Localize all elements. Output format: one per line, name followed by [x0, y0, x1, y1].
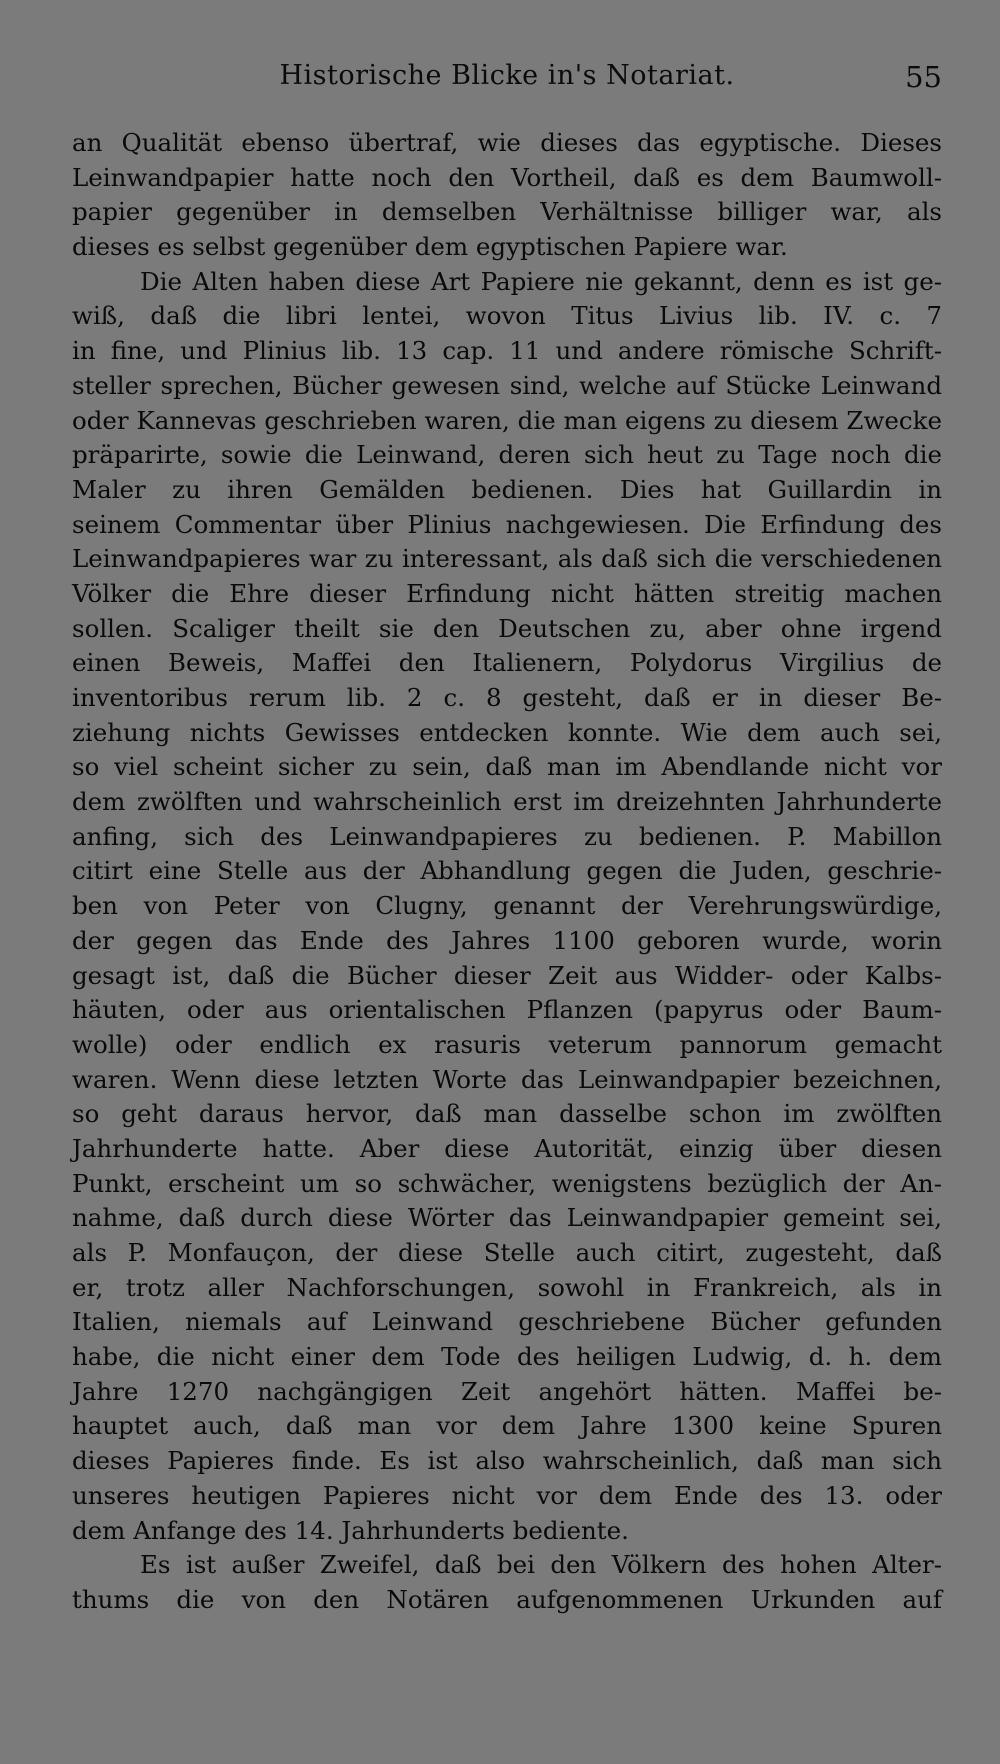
text-line: in fine, und Plinius lib. 13 cap. 11 und andere römische Schrift-	[72, 336, 942, 366]
text-line: nahme, daß durch diese Wörter das Leinwandpapier gemeint sei,	[72, 1203, 942, 1233]
text-line: Maler zu ihren Gemälden bedienen. Dies hat Guillardin in	[72, 474, 942, 504]
text-line: ziehung nichts Gewisses entdecken konnte. Wie dem auch sei,	[72, 717, 942, 747]
text-line: der gegen das Ende des Jahres 1100 geboren wurde, worin	[72, 925, 942, 955]
text-line: citirt eine Stelle aus der Abhandlung gegen die Juden, geschrie-	[72, 856, 942, 886]
text-line: papier gegenüber in demselben Verhältnisse billiger war, als	[72, 197, 942, 227]
text-line: so geht daraus hervor, daß man dasselbe schon im zwölften	[72, 1099, 942, 1129]
text-line: Punkt, erscheint um so schwächer, wenigstens bezüglich der An-	[72, 1168, 942, 1198]
page-number: 55	[905, 60, 942, 94]
text-line: sollen. Scaliger theilt sie den Deutschen zu, aber ohne irgend	[72, 613, 942, 643]
text-line: Jahrhunderte hatte. Aber diese Autorität, einzig über diesen	[72, 1133, 942, 1163]
text-line: so viel scheint sicher zu sein, daß man im Abendlande nicht vor	[72, 752, 942, 782]
text-line: ben von Peter von Clugny, genannt der Verehrungswürdige,	[72, 891, 942, 921]
text-line: an Qualität ebenso übertraf, wie dieses das egyptische. Dieses	[72, 128, 942, 157]
text-line: steller sprechen, Bücher gewesen sind, welche auf Stücke Leinwand	[72, 370, 942, 400]
text-line: Völker die Ehre dieser Erfindung nicht hätten streitig machen	[72, 578, 942, 608]
text-line: dieses es selbst gegenüber dem egyptischen Papiere war.	[72, 232, 788, 262]
text-line: unseres heutigen Papieres nicht vor dem Ende des 13. oder	[72, 1480, 942, 1510]
text-line: häuten, oder aus orientalischen Pflanzen (papyrus oder Baum-	[72, 995, 942, 1025]
text-line: waren. Wenn diese letzten Worte das Leinwandpapier bezeichnen,	[72, 1064, 942, 1094]
text-line: habe, die nicht einer dem Tode des heiligen Ludwig, d. h. dem	[72, 1342, 942, 1372]
text-line: dieses Papieres finde. Es ist also wahrscheinlich, daß man sich	[72, 1446, 942, 1476]
text-line: Jahre 1270 nachgängigen Zeit angehört hätten. Maffei be-	[72, 1376, 942, 1406]
text-line: präparirte, sowie die Leinwand, deren sich heut zu Tage noch die	[72, 440, 942, 470]
text-line: gesagt ist, daß die Bücher dieser Zeit aus Widder- oder Kalbs-	[72, 960, 942, 990]
text-line: hauptet auch, daß man vor dem Jahre 1300 keine Spuren	[72, 1411, 942, 1441]
text-line: wolle) oder endlich ex rasuris veterum pannorum gemacht	[72, 1029, 942, 1059]
page-header	[72, 60, 942, 104]
text-line: Leinwandpapier hatte noch den Vortheil, daß es dem Baumwoll-	[72, 162, 942, 192]
text-line: Es ist außer Zweifel, daß bei den Völkern des hohen Alter-	[140, 1550, 942, 1580]
text-line: dem Anfange des 14. Jahrhunderts bediente.	[72, 1515, 629, 1545]
text-line: als P. Monfauçon, der diese Stelle auch citirt, zugesteht, daß	[72, 1238, 942, 1267]
text-line: er, trotz aller Nachforschungen, sowohl in Frankreich, als in	[72, 1272, 942, 1302]
text-line: inventoribus rerum lib. 2 c. 8 gesteht, daß er in dieser Be-	[72, 683, 942, 712]
running-title: Historische Blicke in's Notariat.	[279, 60, 735, 91]
text-line: Italien, niemals auf Leinwand geschriebene Bücher gefunden	[72, 1307, 942, 1337]
text-line: Leinwandpapieres war zu interessant, als daß sich die verschiedenen	[72, 544, 942, 574]
text-line: Die Alten haben diese Art Papiere nie gekannt, denn es ist ge-	[140, 266, 942, 296]
text-line: einen Beweis, Maffei den Italienern, Polydorus Virgilius de	[72, 648, 942, 678]
text-line: seinem Commentar über Plinius nachgewiesen. Die Erfindung des	[72, 509, 942, 539]
text-line: oder Kannevas geschrieben waren, die man eigens zu diesem Zwecke	[72, 405, 942, 435]
text-line: anfing, sich des Leinwandpapieres zu bedienen. P. Mabillon	[72, 821, 942, 851]
text-line: dem zwölften und wahrscheinlich erst im dreizehnten Jahrhunderte	[72, 787, 942, 817]
text-line: thums die von den Notären aufgenommenen Urkunden auf	[72, 1584, 942, 1614]
text-line: wiß, daß die libri lentei, wovon Titus Livius lib. IV. c. 7	[72, 301, 942, 331]
body-text	[72, 126, 942, 1618]
